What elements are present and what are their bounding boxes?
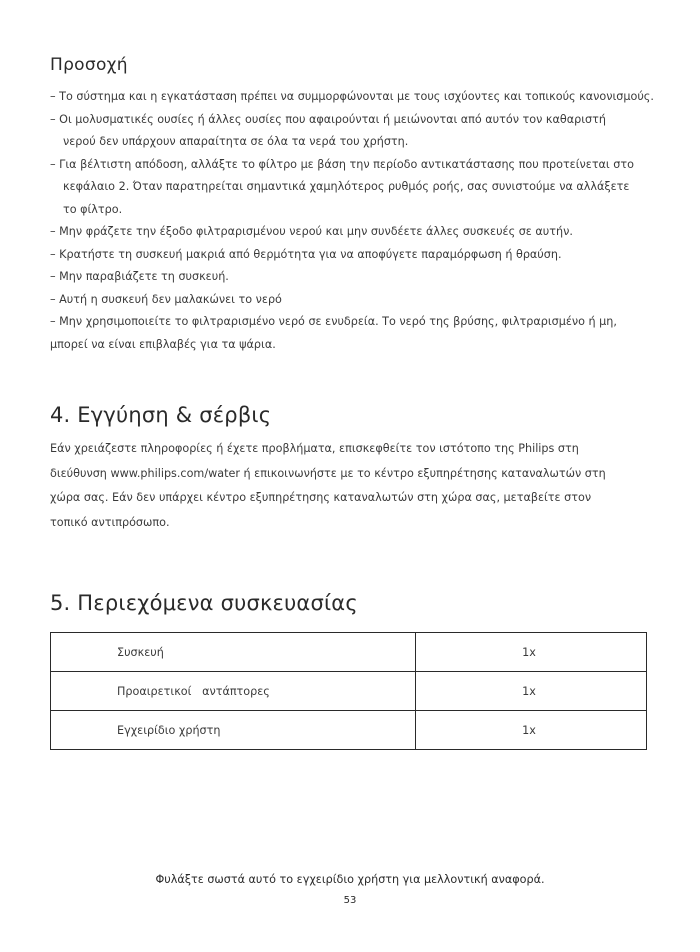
table-row [51, 672, 647, 711]
table-row [51, 633, 647, 672]
warranty-paragraph [50, 437, 655, 535]
warranty-line: χώρα σας. Εάν δεν υπάρχει κέντρο εξυπηρέτησης καταναλωτών στη χώρα σας, μεταβείτε στον [50, 491, 592, 504]
caution-item [50, 109, 655, 154]
caution-line: το φίλτρο. [63, 202, 123, 216]
caution-line: νερού δεν υπάρχουν απαραίτητα σε όλα τα νερά του χρήστη. [63, 135, 409, 148]
package-heading: 5. Περιεχόμενα συσκευασίας [50, 591, 358, 615]
table-row [51, 711, 647, 750]
caution-item [50, 154, 655, 222]
caution-title: Προσοχή [50, 55, 128, 75]
warranty-heading: 4. Εγγύηση & σέρβις [50, 403, 272, 427]
caution-item [50, 86, 655, 109]
footer-note: Φυλάξτε σωστά αυτό το εγχειρίδιο χρήστη για μελλοντική αναφορά. [155, 873, 545, 886]
item-cell: Συσκευή [51, 633, 416, 672]
caution-line: – Για βέλτιστη απόδοση, αλλάξτε το φίλτρο με βάση την περίοδο αντικατάστασης που προτείνεται στο [50, 157, 634, 171]
caution-item [50, 289, 655, 312]
caution-line: – Το σύστημα και η εγκατάσταση πρέπει να συμμορφώνονται με τους ισχύοντες και τοπικούς κανονισμούς. [50, 90, 654, 103]
caution-item [50, 244, 655, 267]
caution-line: – Μην χρησιμοποιείτε το φιλτραρισμένο νερό σε ενυδρεία. Το νερό της βρύσης, φιλτραρισμένο ή μη, [50, 315, 617, 328]
caution-line: – Μην παραβιάζετε τη συσκευή. [50, 270, 229, 283]
caution-line: – Κρατήστε τη συσκευή μακριά από θερμότητα για να αποφύγετε παραμόρφωση ή θραύση. [50, 247, 562, 261]
caution-line: – Οι μολυσματικές ουσίες ή άλλες ουσίες που αφαιρούνται ή μειώνονται από αυτόν τον καθαριστή [50, 112, 606, 126]
page-number: 53 [343, 895, 357, 906]
caution-line: κεφάλαιο 2. Όταν παρατηρείται σημαντικά χαμηλότερος ρυθμός ροής, σας συνιστούμε να αλλάξετε [63, 180, 630, 193]
warranty-line: Εάν χρειάζεστε πληροφορίες ή έχετε προβλήματα, επισκεφθείτε τον ιστότοπο της Philips στη [50, 442, 579, 455]
caution-line: – Μην φράζετε την έξοδο φιλτραρισμένου νερού και μην συνδέετε άλλες συσκευές σε αυτήν. [50, 225, 573, 238]
caution-item [50, 221, 655, 244]
caution-item [50, 266, 655, 289]
warranty-line: διεύθυνση www.philips.com/water ή επικοινωνήστε με το κέντρο εξυπηρέτησης καταναλωτών στη [50, 466, 606, 480]
qty-cell: 1x [416, 672, 647, 711]
warranty-line: τοπικό αντιπρόσωπο. [50, 515, 170, 529]
caution-line: – Αυτή η συσκευή δεν μαλακώνει το νερό [50, 292, 282, 306]
qty-cell: 1x [416, 711, 647, 750]
item-cell: Εγχειρίδιο χρήστη [51, 711, 416, 750]
caution-line: μπορεί να είναι επιβλαβές για τα ψάρια. [50, 337, 276, 351]
caution-item [50, 311, 655, 356]
caution-list [50, 86, 655, 356]
qty-cell: 1x [416, 633, 647, 672]
item-cell: Προαιρετικοί αντάπτορες [51, 672, 416, 711]
package-contents-table [50, 632, 647, 750]
